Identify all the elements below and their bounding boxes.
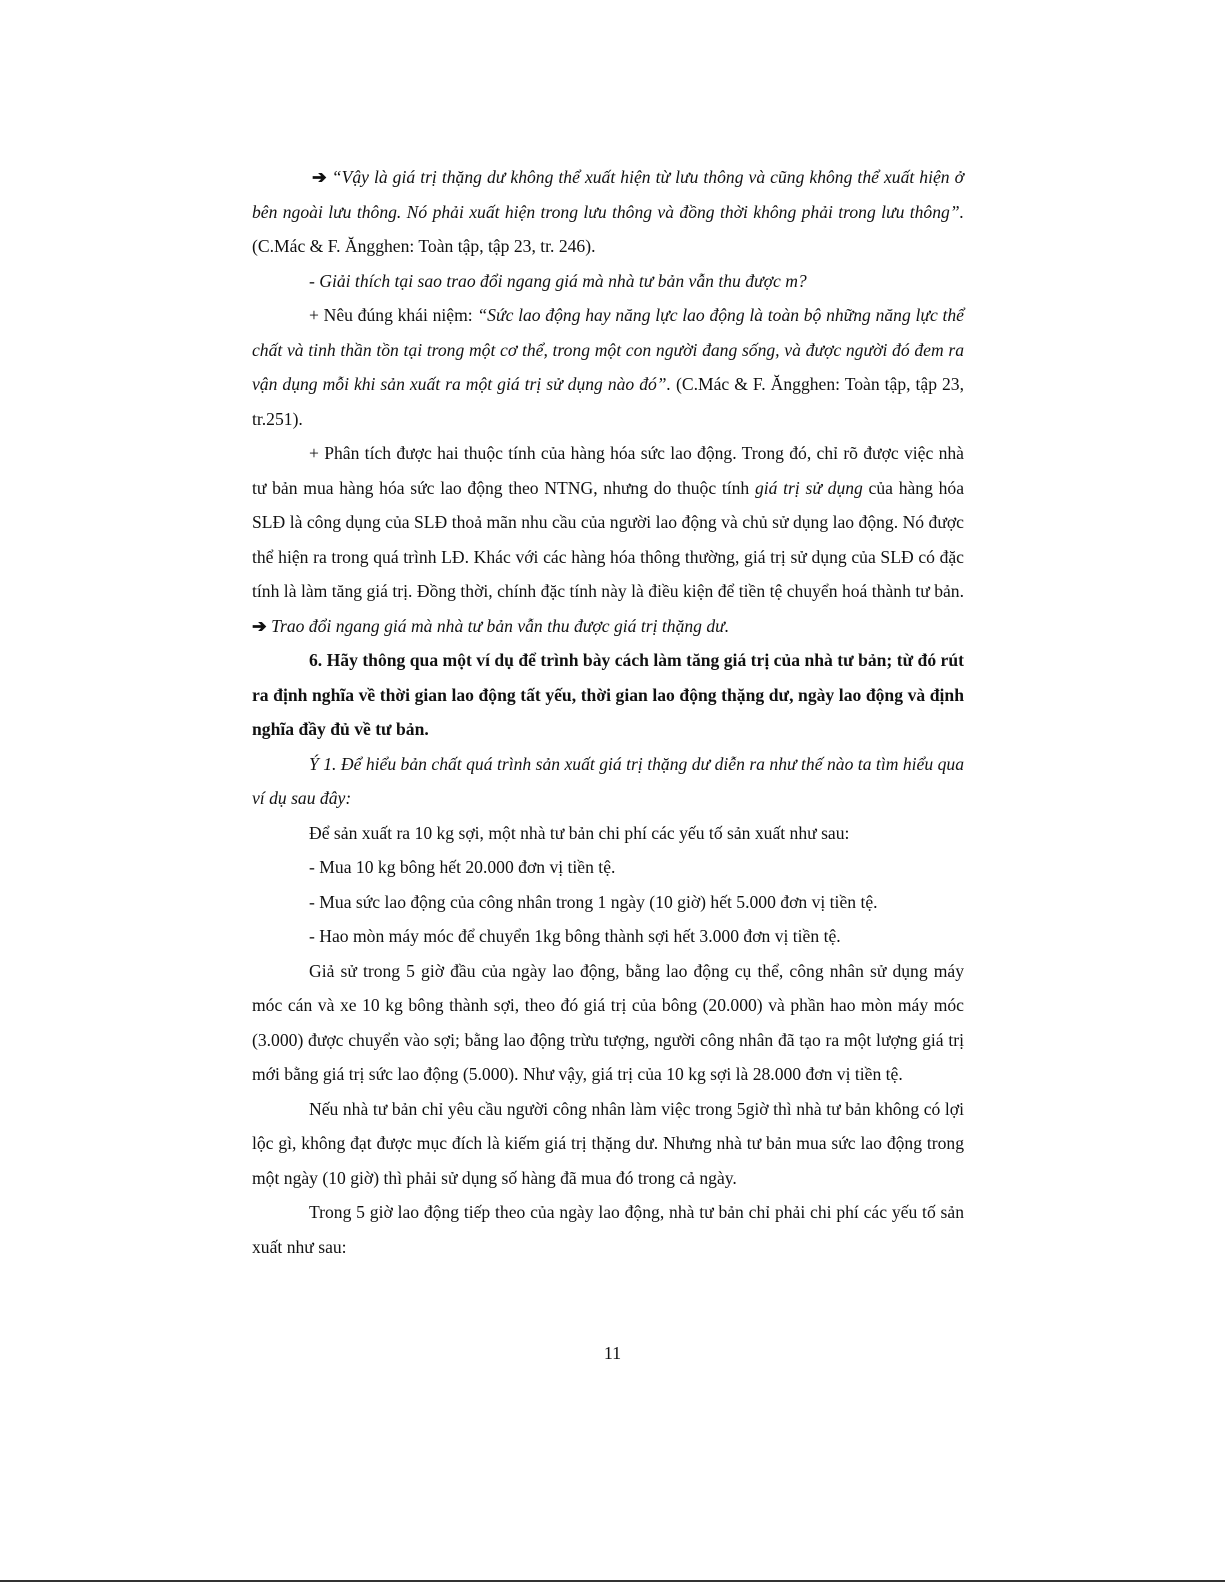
list-item: - Hao mòn máy móc để chuyển 1kg bông thành sợi hết 3.000 đơn vị tiền tệ. bbox=[309, 926, 841, 946]
list-item: - Mua 10 kg bông hết 20.000 đơn vị tiền tệ. bbox=[309, 857, 616, 877]
paragraph-labor-power-attributes: + Phân tích được hai thuộc tính của hàng hóa sức lao động. Trong đó, chỉ rõ được việc nhà tư bản mua hàng hóa sức lao động theo NTNG, nhưng do thuộc tính giá trị sử dụng của hàng hóa SLĐ là công dụng của SLĐ thoả mãn nhu cầu của người lao động và chủ sử dụng lao động. Nó được thể hiện ra trong quá trình LĐ. Khác với các hàng hóa thông thường, giá trị sử dụng của SLĐ có đặc tính là làm tăng giá trị. Đồng thời, chính đặc tính này là điều kiện để tiền tệ chuyển hoá thành tư bản. ➔ Trao đổi ngang giá mà nhà tư bản vẫn thu được giá trị thặng dư. bbox=[252, 443, 965, 636]
quote-text: “Vậy là giá trị thặng dư không thể xuất hiện từ lưu thông và cũng không thể xuất hiện ở bên ngoài lưu thông. Nó phải xuất hiện trong lưu thông và đồng thời không phải trong lưu thông”. bbox=[252, 167, 964, 222]
arrow-icon: ➔ bbox=[252, 615, 267, 636]
section-heading-6: 6. Hãy thông qua một ví dụ để trình bày cách làm tăng giá trị của nhà tư bản; từ đó rút ra định nghĩa về thời gian lao động tất yếu, thời gian lao động thặng dư, ngày lao động và định nghĩa đầy đủ về tư bản. bbox=[252, 650, 964, 739]
quote-text: “Sức lao động hay năng lực lao động là toàn bộ những năng lực thể chất và tinh thần tồn tại trong một cơ thể, trong một con người đang sống, và được người đó đem ra vận dụng mỗi khi sản xuất ra một giá trị sử dụng nào đó”. bbox=[252, 305, 964, 394]
paragraph-first-5-hours: Giả sử trong 5 giờ đầu của ngày lao động, bằng lao động cụ thể, công nhân sử dụng máy móc cán và xe 10 kg bông thành sợi, theo đó giá trị của bông (20.000) và phần hao mòn máy móc (3.000) được chuyển vào sợi; bằng lao động trừu tượng, người công nhân đã tạo ra một lượng giá trị mới bằng giá trị sức lao động (5.000). Như vậy, giá trị của 10 kg sợi là 28.000 đơn vị tiền tệ. bbox=[252, 960, 964, 1084]
idea-1: Ý 1. Để hiểu bản chất quá trình sản xuất giá trị thặng dư diễn ra như thế nào ta tìm hiểu qua ví dụ sau đây: bbox=[252, 753, 964, 808]
paragraph-capitalist-goal: Nếu nhà tư bản chỉ yêu cầu người công nhân làm việc trong 5giờ thì nhà tư bản không có lợi lộc gì, không đạt được mục đích là kiếm giá trị thặng dư. Nhưng nhà tư bản mua sức lao động trong một ngày (10 giờ) thì phải sử dụng số hàng đã mua đó trong cả ngày. bbox=[252, 1098, 964, 1188]
page-content bbox=[252, 160, 964, 1264]
lead-text: + Nêu đúng khái niệm: bbox=[309, 305, 478, 325]
question-explain: - Giải thích tại sao trao đổi ngang giá mà nhà tư bản vẫn thu được m? bbox=[309, 270, 807, 291]
paragraph-quote-circulation bbox=[252, 160, 964, 264]
page-number: 11 bbox=[603, 1343, 622, 1363]
citation: (C.Mác & F. Ăngghen: Toàn tập, tập 23, tr. 246). bbox=[252, 236, 596, 256]
paragraph-next-5-hours: Trong 5 giờ lao động tiếp theo của ngày lao động, nhà tư bản chỉ phải chi phí các yếu tố sản xuất như sau: bbox=[252, 1202, 964, 1257]
paragraph-labor-power-concept bbox=[252, 298, 964, 436]
list-item: - Mua sức lao động của công nhân trong 1 ngày (10 giờ) hết 5.000 đơn vị tiền tệ. bbox=[309, 891, 878, 912]
citation: (C.Mác & F. Ăngghen: Toàn tập, tập 23, tr.251). bbox=[252, 374, 964, 429]
bottom-rule bbox=[0, 1580, 1225, 1582]
example-intro: Để sản xuất ra 10 kg sợi, một nhà tư bản chi phí các yếu tố sản xuất như sau: bbox=[309, 822, 850, 843]
arrow-icon: ➔ bbox=[312, 167, 327, 187]
